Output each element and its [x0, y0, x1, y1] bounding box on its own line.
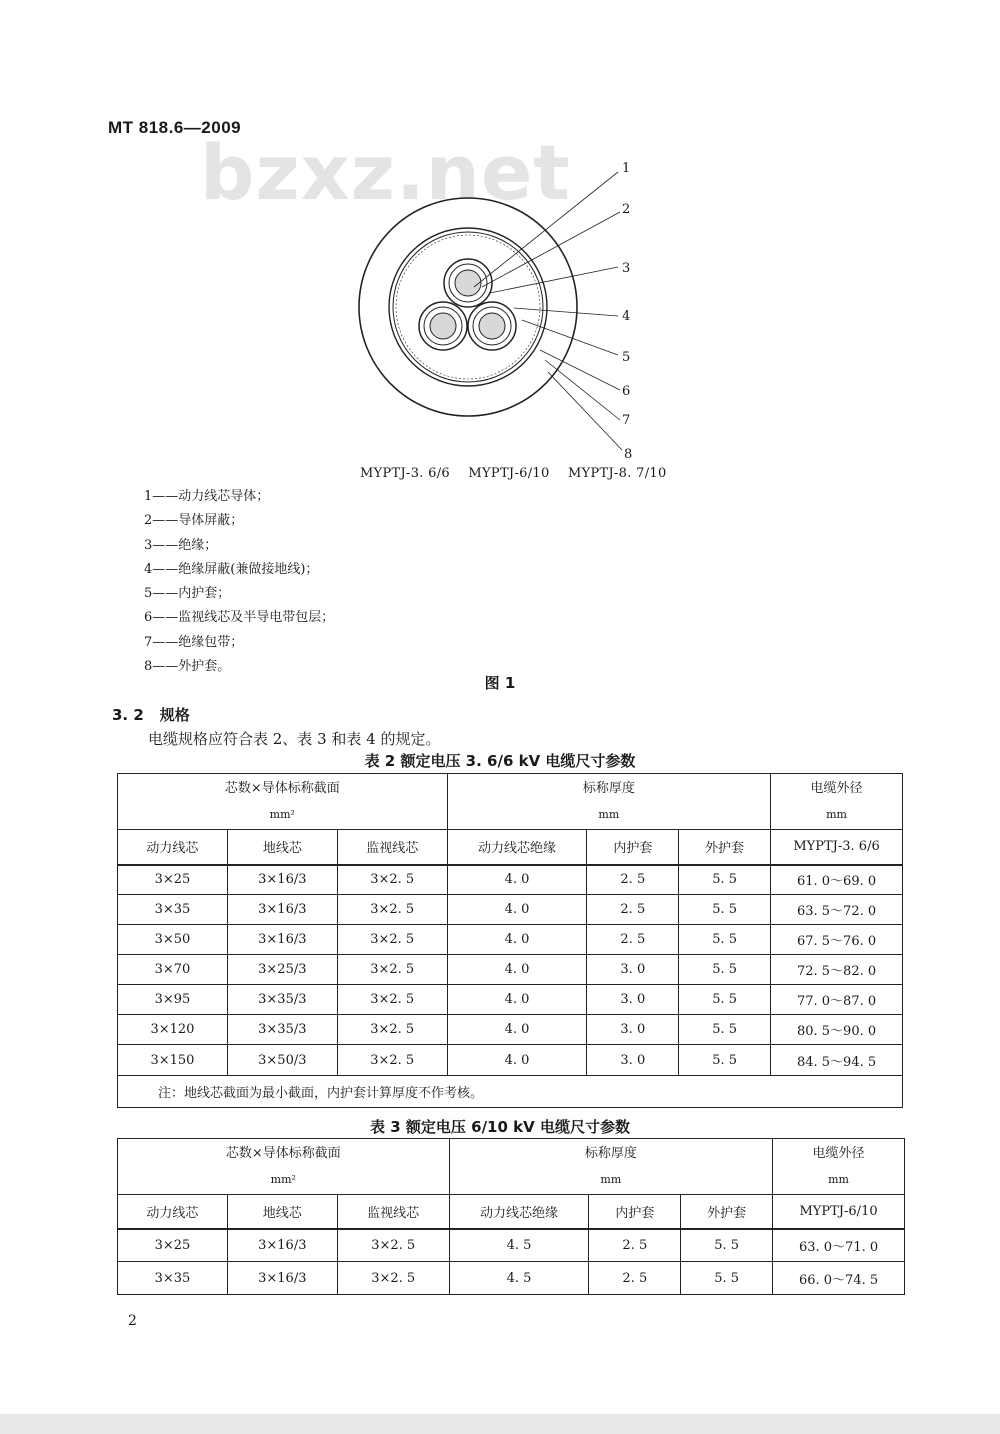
legend-item: 8——外护套。 [144, 659, 231, 675]
table-cell: 2. 5 [587, 865, 679, 895]
table-row [118, 1015, 903, 1045]
table-cell: 61. 0～69. 0 [771, 865, 903, 895]
column-header: 外护套 [679, 830, 771, 865]
table-cell: 5. 5 [679, 895, 771, 925]
table-cell: 3×2. 5 [337, 925, 447, 955]
legend-item: 7——绝缘包带； [144, 634, 244, 650]
table-cell: 3. 0 [587, 1015, 679, 1045]
column-header: 监视线芯 [337, 1195, 449, 1229]
legend-item: 5——内护套； [144, 586, 231, 602]
table-row [118, 955, 903, 985]
callout-6: 6 [622, 384, 631, 399]
table-cell: 77. 0～87. 0 [771, 985, 903, 1015]
table-cell: 4. 0 [447, 985, 587, 1015]
callout-2: 2 [622, 202, 631, 217]
model-label: MYPTJ-3. 6/6 [360, 466, 450, 481]
table-cell: 3. 0 [587, 985, 679, 1015]
callout-1: 1 [622, 161, 631, 176]
section-body: 电缆规格应符合表 2、表 3 和表 4 的规定。 [148, 730, 441, 748]
cross-section-header: 芯数×导体标称截面 mm² [118, 1139, 450, 1195]
table-cell: 4. 0 [447, 895, 587, 925]
table-cell: 3×2. 5 [337, 1015, 447, 1045]
legend-item: 4——绝缘屏蔽(兼做接地线)； [144, 561, 319, 577]
table2-group-header-row [118, 774, 903, 830]
table2-note: 注：地线芯截面为最小截面，内护套计算厚度不作考核。 [118, 1076, 903, 1108]
table3 [117, 1138, 905, 1295]
legend-item: 2——导体屏蔽； [144, 513, 244, 529]
table-cell: 4. 0 [447, 1015, 587, 1045]
table2-note-row [118, 1076, 903, 1108]
table-cell: 3×2. 5 [337, 895, 447, 925]
column-header: MYPTJ-3. 6/6 [771, 830, 903, 865]
thickness-header: 标称厚度 mm [447, 774, 770, 830]
callout-7: 7 [622, 413, 631, 428]
legend-item: 3——绝缘； [144, 537, 218, 553]
diameter-header: 电缆外径 mm [773, 1139, 905, 1195]
bottom-scroll-strip [0, 1414, 1000, 1434]
column-header: 监视线芯 [337, 830, 447, 865]
table-row [118, 865, 903, 895]
table-cell: 5. 5 [679, 955, 771, 985]
table-cell: 3×120 [118, 1015, 228, 1045]
table-row [118, 985, 903, 1015]
table-cell: 3×16/3 [227, 1262, 337, 1295]
model-label: MYPTJ-8. 7/10 [567, 466, 667, 481]
table2-column-header-row [118, 830, 903, 865]
table-cell: 3×2. 5 [337, 1262, 449, 1295]
table3-caption: 表 3 额定电压 6/10 kV 电缆尺寸参数 [370, 1118, 630, 1136]
table-cell: 3×16/3 [227, 865, 337, 895]
table-cell: 3×2. 5 [337, 955, 447, 985]
callout-4: 4 [622, 309, 631, 324]
cable-cross-section-diagram [340, 150, 670, 466]
diameter-header: 电缆外径 mm [771, 774, 903, 830]
section-number: 3. 2 [112, 706, 144, 724]
column-header: 内护套 [589, 1195, 681, 1229]
table-cell: 2. 5 [587, 895, 679, 925]
table-cell: 5. 5 [679, 865, 771, 895]
table-cell: 2. 5 [589, 1262, 681, 1295]
table-cell: 3×16/3 [227, 925, 337, 955]
figure-model-labels [360, 466, 681, 481]
column-header: 动力线芯 [118, 830, 228, 865]
figure-caption: 图 1 [484, 674, 516, 692]
table-cell: 3×35/3 [227, 1015, 337, 1045]
power-core-left [419, 302, 467, 350]
legend-item: 1——动力线芯导体； [144, 489, 270, 504]
table-cell: 3×16/3 [227, 895, 337, 925]
table-cell: 3×25/3 [227, 955, 337, 985]
model-label: MYPTJ-6/10 [468, 466, 550, 481]
table-cell: 3. 0 [587, 1045, 679, 1076]
power-core-top [444, 259, 492, 307]
power-core-right [468, 302, 516, 350]
table-cell: 2. 5 [589, 1229, 681, 1262]
table-cell: 3. 0 [587, 955, 679, 985]
section-heading [112, 704, 190, 725]
table-cell: 66. 0～74. 5 [773, 1262, 905, 1295]
cross-section-header: 芯数×导体标称截面 mm² [118, 774, 448, 830]
table-cell: 67. 5～76. 0 [771, 925, 903, 955]
standard-code: MT 818.6—2009 [108, 118, 242, 137]
table-cell: 5. 5 [679, 1045, 771, 1076]
table-cell: 5. 5 [681, 1229, 773, 1262]
column-header: 动力线芯绝缘 [449, 1195, 589, 1229]
page-number: 2 [128, 1313, 137, 1329]
column-header: MYPTJ-6/10 [773, 1195, 905, 1229]
table-cell: 3×2. 5 [337, 865, 447, 895]
table-cell: 3×25 [118, 865, 228, 895]
column-header: 地线芯 [227, 830, 337, 865]
table-cell: 3×35 [118, 895, 228, 925]
table-cell: 5. 5 [679, 1015, 771, 1045]
table3-group-header-row [118, 1139, 905, 1195]
column-header: 外护套 [681, 1195, 773, 1229]
table-cell: 4. 0 [447, 865, 587, 895]
callout-5: 5 [622, 350, 631, 365]
table-cell: 63. 0～71. 0 [773, 1229, 905, 1262]
thickness-header: 标称厚度 mm [449, 1139, 773, 1195]
table-cell: 2. 5 [587, 925, 679, 955]
table-cell: 3×25 [118, 1229, 228, 1262]
callout-3: 3 [622, 261, 631, 276]
table-cell: 4. 0 [447, 1045, 587, 1076]
table-cell: 5. 5 [679, 985, 771, 1015]
column-header: 动力线芯绝缘 [447, 830, 587, 865]
table-cell: 3×95 [118, 985, 228, 1015]
figure-legend [144, 485, 334, 679]
table-cell: 4. 0 [447, 955, 587, 985]
table-cell: 3×50/3 [227, 1045, 337, 1076]
watermark: bzxz.net [200, 128, 571, 217]
table-cell: 4. 0 [447, 925, 587, 955]
section-title: 规格 [159, 706, 190, 724]
table-cell: 3×35 [118, 1262, 228, 1295]
table-cell: 3×150 [118, 1045, 228, 1076]
table-cell: 3×70 [118, 955, 228, 985]
table-cell: 72. 5～82. 0 [771, 955, 903, 985]
table-row [118, 1262, 905, 1295]
table-cell: 3×50 [118, 925, 228, 955]
table-cell: 3×2. 5 [337, 1229, 449, 1262]
table-cell: 3×35/3 [227, 985, 337, 1015]
table-row [118, 925, 903, 955]
table2-caption: 表 2 额定电压 3. 6/6 kV 电缆尺寸参数 [364, 752, 636, 770]
table3-column-header-row [118, 1195, 905, 1229]
column-header: 地线芯 [227, 1195, 337, 1229]
column-header: 动力线芯 [118, 1195, 228, 1229]
table-row [118, 1229, 905, 1262]
column-header: 内护套 [587, 830, 679, 865]
table-row [118, 1045, 903, 1076]
table-cell: 63. 5～72. 0 [771, 895, 903, 925]
callout-8: 8 [624, 447, 633, 462]
table-cell: 3×2. 5 [337, 985, 447, 1015]
table-cell: 3×16/3 [227, 1229, 337, 1262]
table-cell: 80. 5～90. 0 [771, 1015, 903, 1045]
table-cell: 3×2. 5 [337, 1045, 447, 1076]
table-cell: 84. 5～94. 5 [771, 1045, 903, 1076]
legend-item: 6——监视线芯及半导电带包层； [144, 610, 335, 626]
table2 [117, 773, 903, 1108]
table-row [118, 895, 903, 925]
table-cell: 4. 5 [449, 1229, 589, 1262]
table-cell: 5. 5 [679, 925, 771, 955]
table-cell: 5. 5 [681, 1262, 773, 1295]
table-cell: 4. 5 [449, 1262, 589, 1295]
